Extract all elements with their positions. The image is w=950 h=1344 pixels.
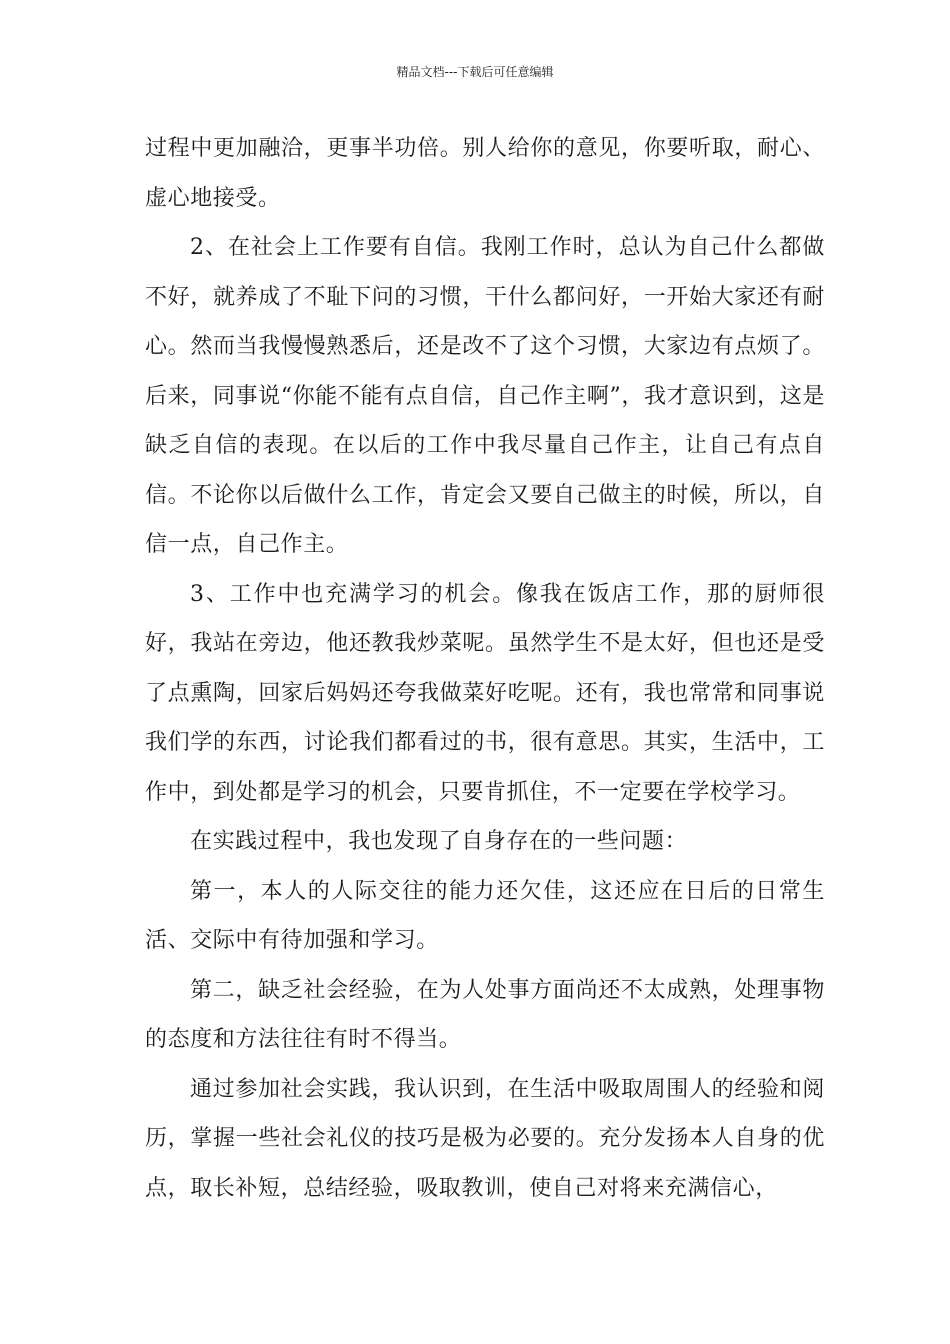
paragraph-problem-2: 第二，缺乏社会经验，在为人处事方面尚还不太成熟，处理事物的态度和方法往往有时不得当。 bbox=[145, 977, 825, 1052]
paragraph-problems-intro: 在实践过程中，我也发现了自身存在的一些问题： bbox=[190, 829, 688, 854]
document-body bbox=[145, 124, 825, 1213]
paragraph-point-3: 3、工作中也充满学习的机会。像我在饭店工作，那的厨师很好，我站在旁边，他还教我炒菜呢。虽然学生不是太好，但也还是受了点熏陶，回家后妈妈还夸我做菜好吃呢。还有，我也常常和同事说我们学的东西，讨论我们都看过的书，很有意思。其实，生活中，工作中，到处都是学习的机会，只要肯抓住，不一定要在学校学习。 bbox=[145, 581, 825, 805]
paragraph-problem-1: 第一，本人的人际交往的能力还欠佳，这还应在日后的日常生活、交际中有待加强和学习。 bbox=[145, 878, 825, 953]
page-header: 精品文档---下载后可任意编辑 bbox=[396, 65, 554, 79]
paragraph-continuation: 过程中更加融洽，更事半功倍。别人给你的意见，你要听取，耐心、虚心地接受。 bbox=[145, 136, 825, 211]
paragraph-point-2: 2、在社会上工作要有自信。我刚工作时，总认为自己什么都做不好，就养成了不耻下问的习惯，干什么都问好，一开始大家还有耐心。然而当我慢慢熟悉后，还是改不了这个习惯，大家边有点烦了。后来，同事说“你能不能有点自信，自己作主啊”，我才意识到，这是缺乏自信的表现。在以后的工作中我尽量自己作主，让自己有点自信。不论你以后做什么工作，肯定会又要自己做主的时候，所以，自信一点，自己作主。 bbox=[145, 235, 825, 557]
paragraph-conclusion: 通过参加社会实践，我认识到，在生活中吸取周围人的经验和阅历，掌握一些社会礼仪的技巧是极为必要的。充分发扬本人自身的优点，取长补短，总结经验，吸取教训，使自己对将来充满信心， bbox=[145, 1076, 825, 1201]
